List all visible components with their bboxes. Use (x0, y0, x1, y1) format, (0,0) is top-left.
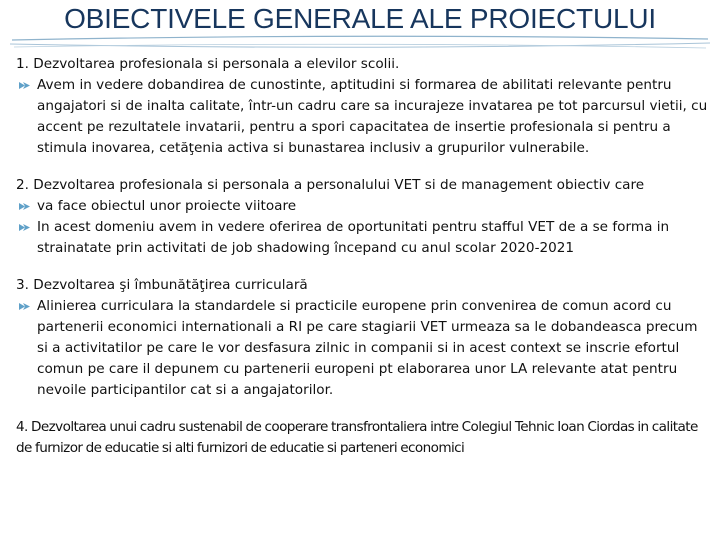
section-2-heading: 2. Dezvoltarea profesionala si personala a personalului VET si de management obiectiv care (16, 177, 645, 193)
objectives-content (16, 54, 712, 459)
page-title: OBIECTIVELE GENERALE ALE PROIECTULUI (64, 3, 656, 34)
section-2-bullet-2: In acest domeniu avem in vedere oferirea de oportunitati pentru stafful VET de a se forma in strainatate prin activitati de job shadowing începand cu anul scolar 2020-2021 (16, 217, 712, 259)
section-1-bullet-1: Avem in vedere dobandirea de cunostinte, aptitudini si formarea de abilitati relevante pentru angajatori si de inalta calitate, într-un cadru care sa incurajeze invatarea pe tot parcursul vietii, cu accent pe rezultatele invatarii, pentru a spori capacitatea de insertie profesionala si pentru a stimula inovarea, cetăţenia activa si bunastarea inclusiv a grupurilor vulnerabile. (16, 75, 712, 159)
section-3-heading: 3. Dezvoltarea şi îmbunătăţirea curriculară (16, 277, 308, 293)
bullet-arrow-icon (18, 201, 31, 212)
section-4-heading: 4. Dezvoltarea unui cadru sustenabil de cooperare transfrontaliera intre Colegiul Tehnic Ioan Ciordas in calitate de furnizor de educatie si alti furnizori de educatie si parteneri economici (16, 419, 698, 456)
bullet-arrow-icon (18, 80, 31, 91)
section-2-bullet-1: va face obiectul unor proiecte viitoare (16, 196, 712, 217)
section-1-heading: 1. Dezvoltarea profesionala si personala a elevilor scolii. (16, 56, 400, 72)
bullet-arrow-icon (18, 301, 31, 312)
section-3-bullet-1: Alinierea curriculara la standardele si practicile europene prin convenirea de comun acord cu partenerii economici internationali a RI pe care stagiarii VET urmeaza sa le dobandeasca precum si a activitatilor pe care le vor desfasura zilnic in companii si in acest context se inscrie efortul comun pe care il depunem cu partenerii europeni pt elaborarea unor LA relevante atat pentru nevoile participantilor cat si a angajatorilor. (16, 296, 712, 401)
bullet-arrow-icon (18, 222, 31, 233)
